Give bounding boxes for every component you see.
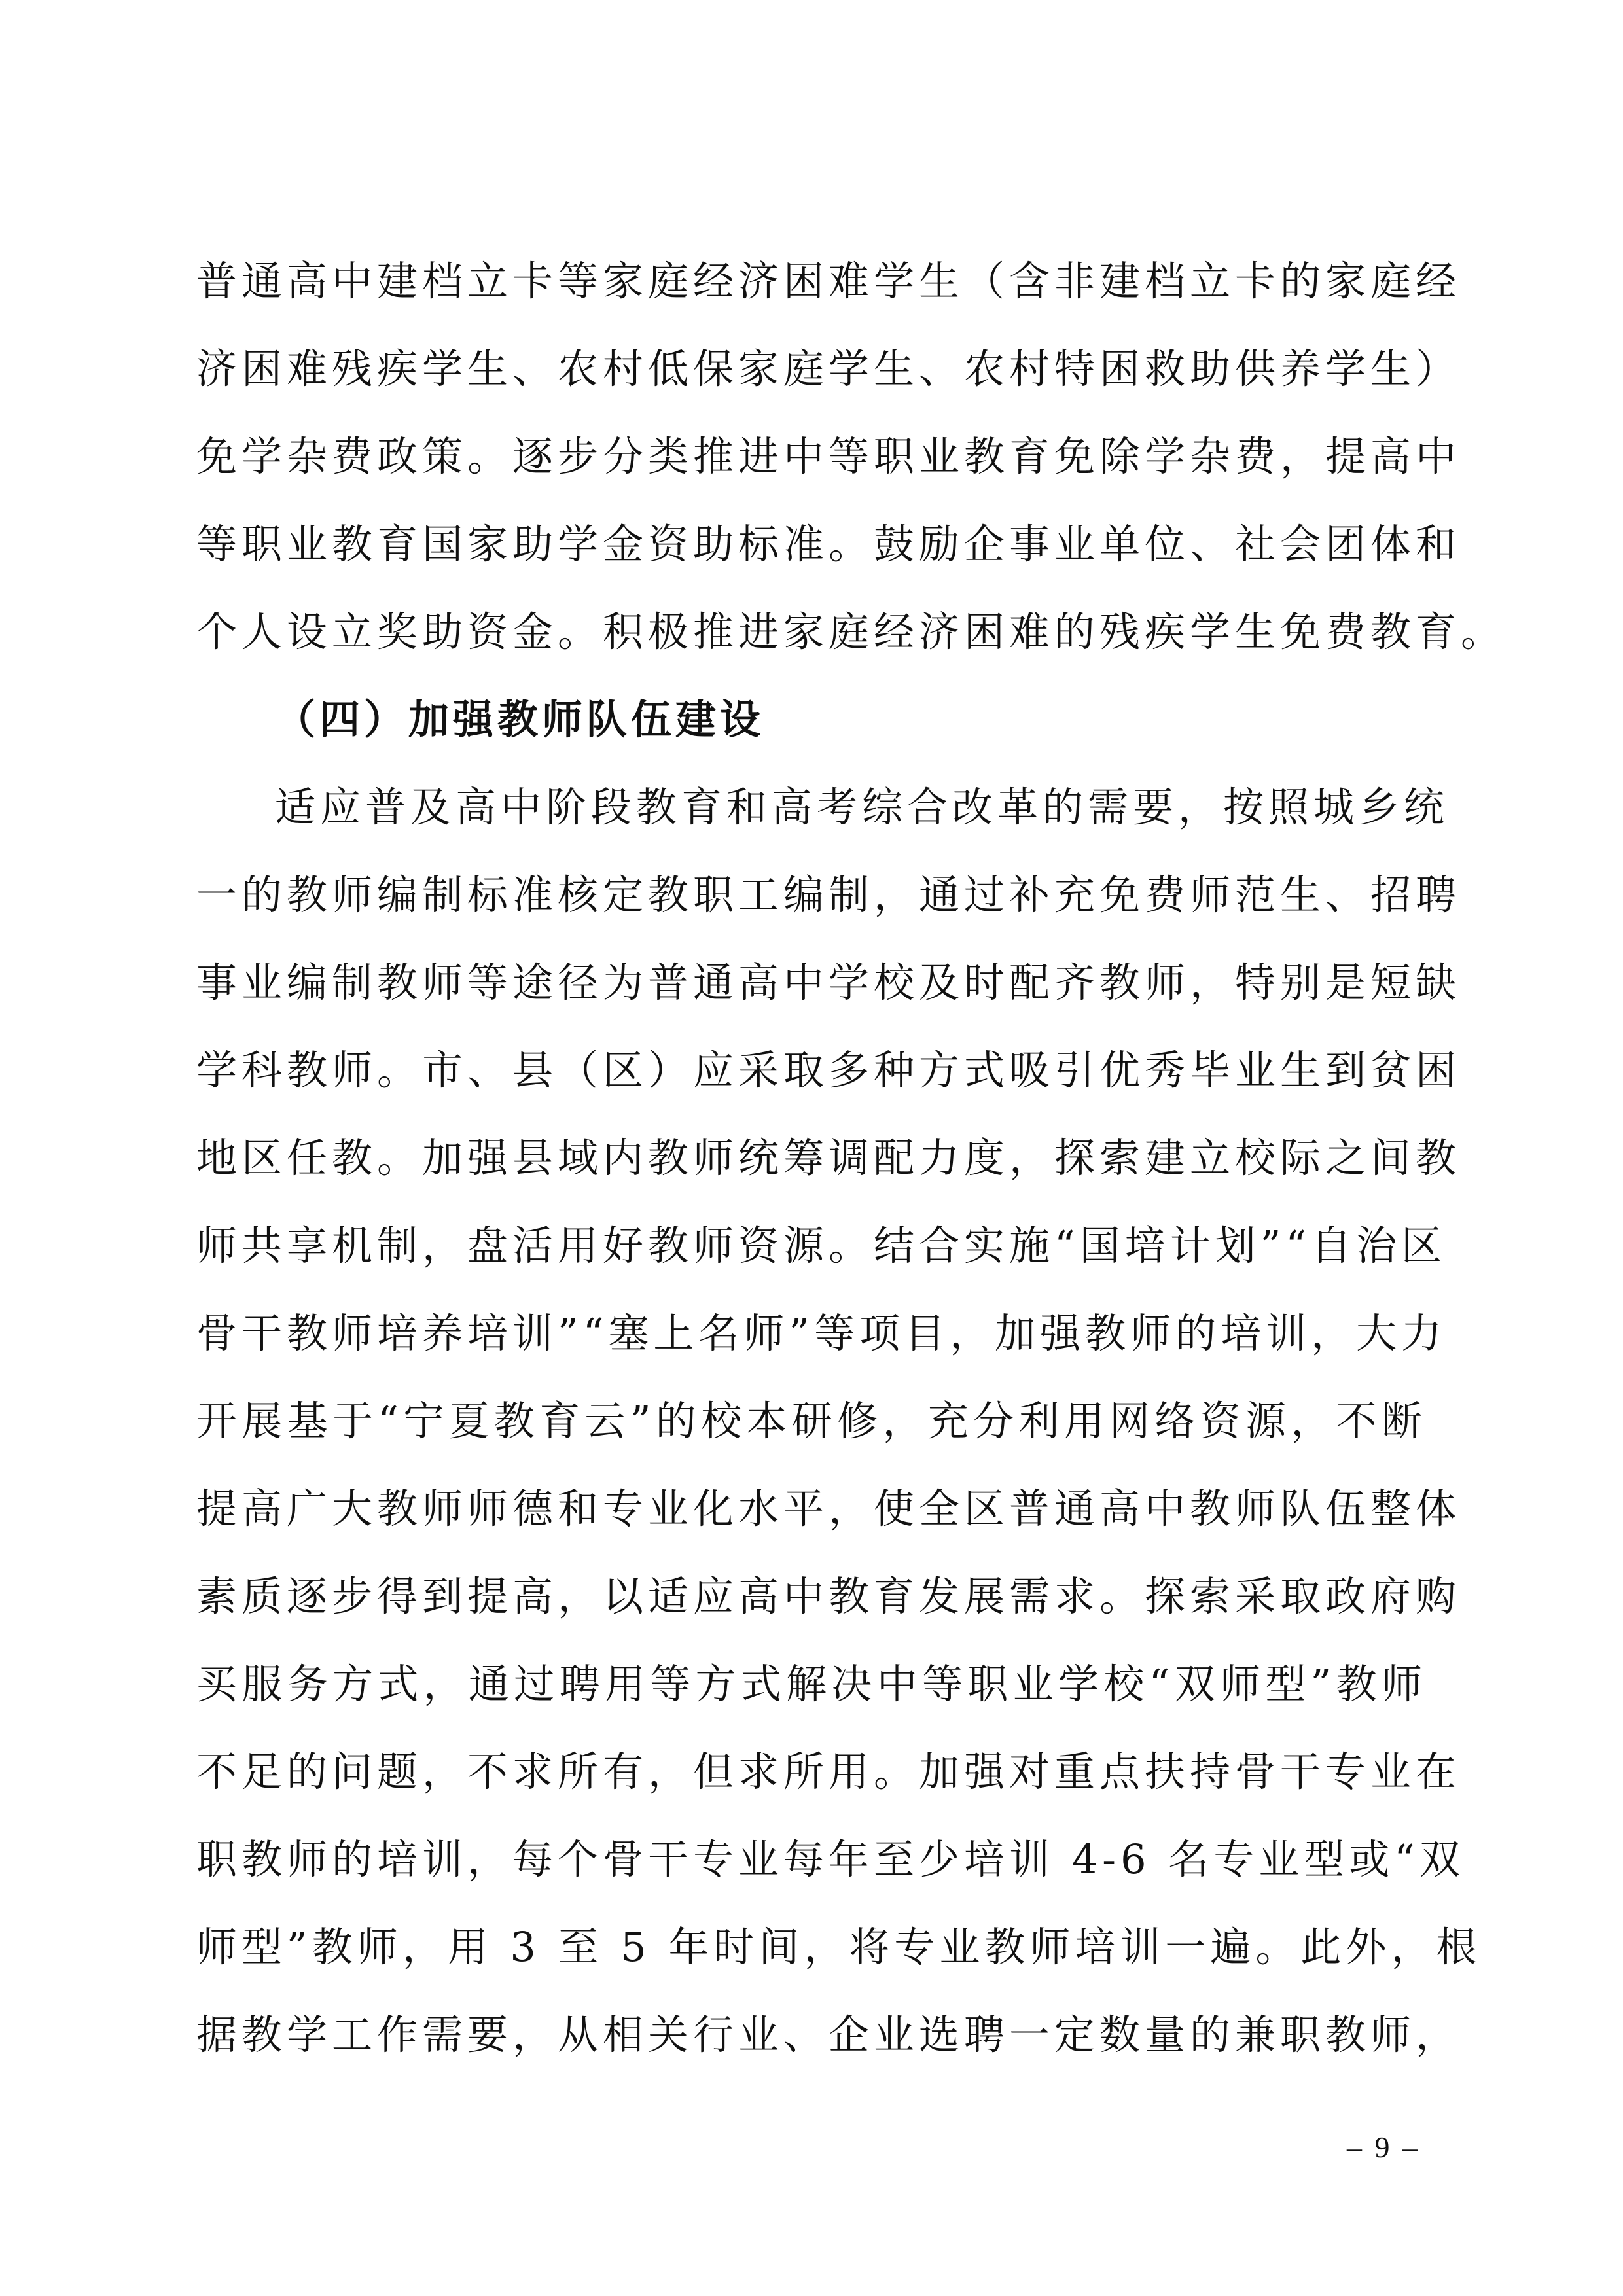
paragraph-line: 事业编制教师等途径为普通高中学校及时配齐教师，特别是短缺 [196, 959, 1461, 1006]
paragraph-line: 普通高中建档立卡等家庭经济困难学生（含非建档立卡的家庭经 [196, 257, 1461, 305]
paragraph-line: 地区任教。加强县域内教师统筹调配力度，探索建立校际之间教 [196, 1134, 1461, 1182]
paragraph-line: 骨干教师培养培训”“塞上名师”等项目，加强教师的培训，大力 [196, 1309, 1447, 1357]
paragraph-line: 素质逐步得到提高，以适应高中教育发展需求。探索采取政府购 [196, 1572, 1461, 1620]
paragraph-line: 开展基于“宁夏教育云”的校本研修，充分利用网络资源，不断 [196, 1397, 1427, 1445]
paragraph-line: 一的教师编制标准核定教职工编制，通过补充免费师范生、招聘 [196, 871, 1461, 919]
paragraph-line: 提高广大教师师德和专业化水平，使全区普通高中教师队伍整体 [196, 1485, 1461, 1532]
paragraph-line: 据教学工作需要，从相关行业、企业选聘一定数量的兼职教师， [196, 2011, 1461, 2058]
paragraph-line: 免学杂费政策。逐步分类推进中等职业教育免除学杂费，提高中 [196, 433, 1461, 480]
page-number: – 9 – [1347, 2130, 1420, 2164]
paragraph-line: 济困难残疾学生、农村低保家庭学生、农村特困救助供养学生） [196, 345, 1461, 393]
paragraph-line: 师共享机制，盘活用好教师资源。结合实施“国培计划”“自治区 [196, 1222, 1447, 1269]
paragraph-line: 适应普及高中阶段教育和高考综合改革的需要，按照城乡统 [275, 783, 1450, 831]
paragraph-line: 不足的问题，不求所有，但求所用。加强对重点扶持骨干专业在 [196, 1748, 1461, 1795]
section-heading: （四）加强教师队伍建设 [275, 696, 765, 743]
paragraph-line: 职教师的培训，每个骨干专业每年至少培训 4-6 名专业型或“双 [196, 1835, 1465, 1883]
paragraph-line: 个人设立奖助资金。积极推进家庭经济困难的残疾学生免费教育。 [196, 608, 1507, 656]
paragraph-line: 师型”教师，用 3 至 5 年时间，将专业教师培训一遍。此外，根 [196, 1923, 1482, 1971]
paragraph-line: 买服务方式，通过聘用等方式解决中等职业学校“双师型”教师 [196, 1660, 1427, 1708]
paragraph-line: 等职业教育国家助学金资助标准。鼓励企事业单位、社会团体和 [196, 520, 1461, 568]
paragraph-line: 学科教师。市、县（区）应采取多种方式吸引优秀毕业生到贫困 [196, 1046, 1461, 1094]
